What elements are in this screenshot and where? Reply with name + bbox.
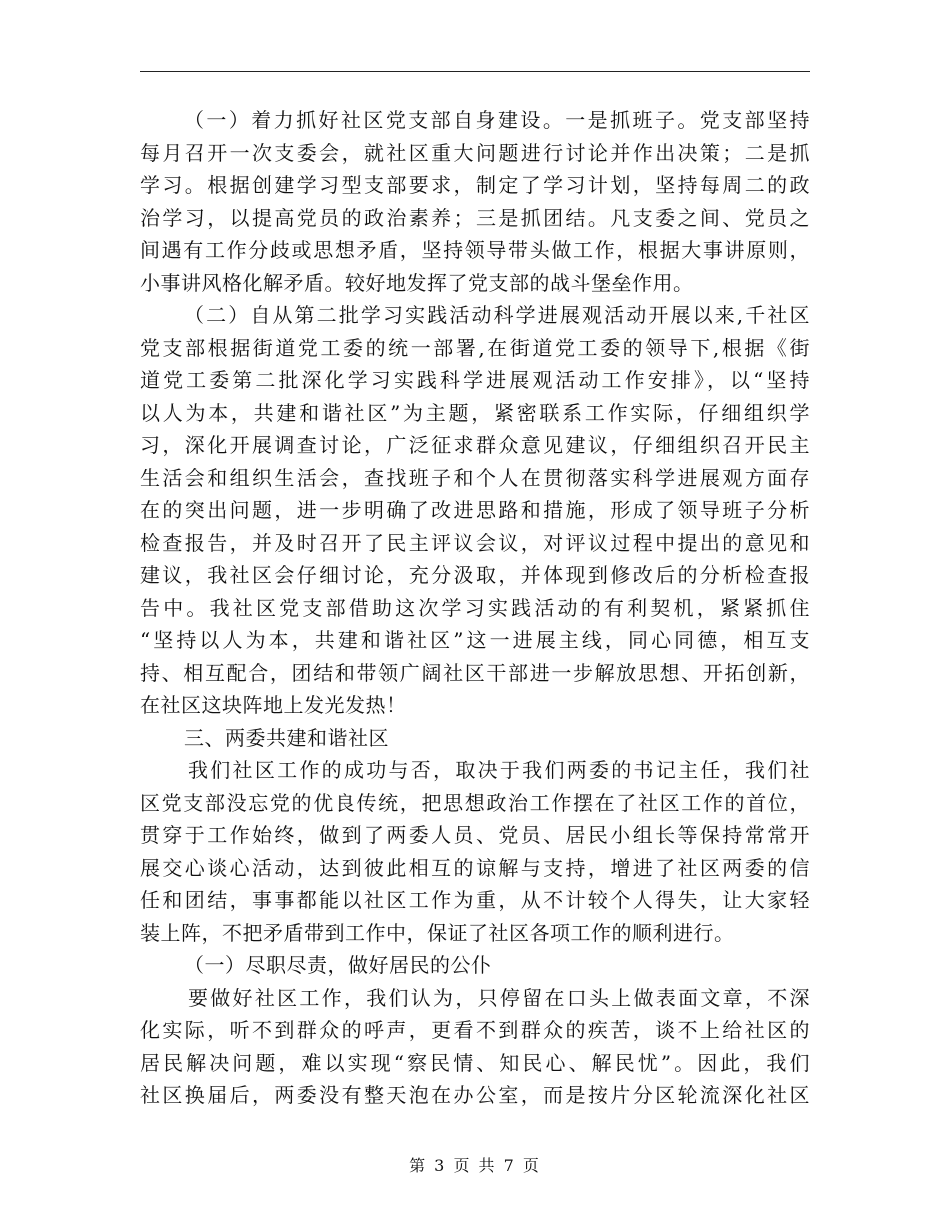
text-line: 社区换届后，两委没有整天泡在办公室，而是按片分区轮流深化社区 — [140, 1083, 810, 1107]
text-line: 每月召开一次支委会，就社区重大问题进行讨论并作出决策；二是抓 — [140, 140, 810, 165]
text-line: （二）自从第二批学习实践活动科学进展观活动开展以来,千社区 — [184, 303, 810, 327]
text-line: 小事讲风格化解矛盾。较好地发挥了党支部的战斗堡垒作用。 — [140, 270, 694, 295]
text-line: 学习。根据创建学习型支部要求，制定了学习计划，坚持每周二的政 — [140, 173, 810, 197]
text-line: 治学习，以提高党员的政治素养；三是抓团结。凡支委之间、党员之 — [140, 205, 810, 230]
text-line: 居民解决问题，难以实现“察民情、知民心、解民忧”。因此，我们 — [140, 1050, 810, 1075]
text-line: 道党工委第二批深化学习实践科学进展观活动工作安排》，以“坚持 — [140, 368, 810, 392]
text-line: 党支部根据街道党工委的统一部署,在街道党工委的领导下,根据《街 — [140, 335, 810, 360]
text-line: 贯穿于工作始终，做到了两委人员、党员、居民小组长等保持常常开 — [140, 823, 810, 847]
text-line: 区党支部没忘党的优良传统，把思想政治工作摆在了社区工作的首位， — [140, 790, 810, 815]
text-line: 建议，我社区会仔细讨论，充分汲取，并体现到修改后的分析检查报 — [140, 563, 810, 587]
text-line: 任和团结，事事都能以社区工作为重，从不计较个人得失，让大家轻 — [140, 888, 810, 912]
text-line: 持、相互配合，团结和带领广阔社区干部进一步解放思想、开拓创新， — [140, 660, 810, 685]
text-line: “坚持以人为本，共建和谐社区”这一进展主线，同心同德，相互支 — [140, 628, 810, 652]
text-line: 展交心谈心活动，达到彼此相互的谅解与支持，增进了社区两委的信 — [140, 855, 810, 880]
text-line: 在的突出问题，进一步明确了改进思路和措施，形成了领导班子分析 — [140, 498, 810, 522]
text-line: 间遇有工作分歧或思想矛盾，坚持领导带头做工作，根据大事讲原则， — [140, 238, 810, 262]
section-heading: 三、两委共建和谐社区 — [184, 725, 389, 750]
text-line: 我们社区工作的成功与否，取决于我们两委的书记主任，我们社 — [188, 758, 810, 782]
text-line: 习，深化开展调查讨论，广泛征求群众意见建议，仔细组织召开民主 — [140, 433, 810, 457]
document-body — [140, 104, 810, 1112]
text-line: 要做好社区工作，我们认为，只停留在口头上做表面文章，不深 — [188, 985, 810, 1010]
page-number: 第 3 页 共 7 页 — [409, 1156, 541, 1175]
text-line: 化实际，听不到群众的呼声，更看不到群众的疾苦，谈不上给社区的 — [140, 1018, 810, 1042]
text-line: 生活会和组织生活会，查找班子和个人在贯彻落实科学进展观方面存 — [140, 465, 810, 490]
text-line: 告中。我社区党支部借助这次学习实践活动的有利契机，紧紧抓住 — [140, 595, 810, 620]
text-line: 检查报告，并及时召开了民主评议会议，对评议过程中提出的意见和 — [140, 530, 810, 555]
text-line: 以人为本，共建和谐社区”为主题，紧密联系工作实际，仔细组织学 — [140, 400, 810, 425]
subsection-heading: （一）尽职尽责，做好居民的公仆 — [184, 953, 492, 977]
text-line: （一）着力抓好社区党支部自身建设。一是抓班子。党支部坚持 — [184, 108, 810, 132]
text-line: 在社区这块阵地上发光发热！ — [140, 693, 407, 717]
text-line: 装上阵，不把矛盾带到工作中，保证了社区各项工作的顺利进行。 — [140, 920, 735, 945]
header-rule — [140, 71, 810, 72]
